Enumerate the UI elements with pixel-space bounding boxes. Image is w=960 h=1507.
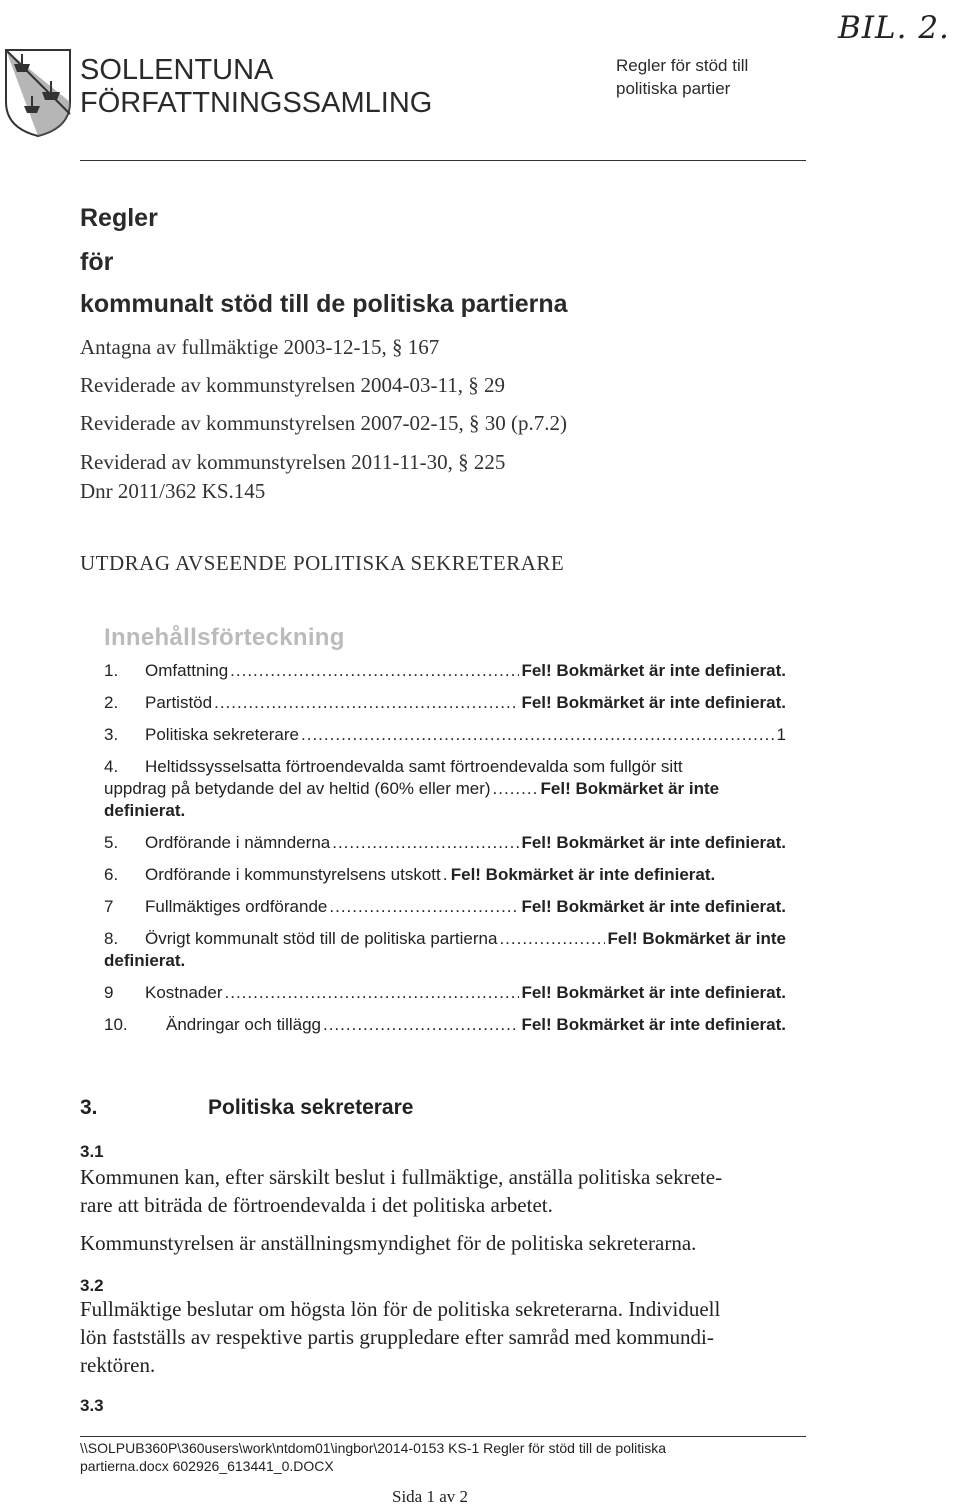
meta-line: Reviderad av kommunstyrelsen 2011-11-30, § 225 [80, 450, 506, 474]
toc-entry[interactable] [104, 1014, 786, 1036]
doc-title-line1: Regler [80, 204, 158, 232]
toc-number: 4. [104, 757, 119, 776]
toc-leader [230, 660, 519, 682]
toc-title: Politiska sekreterare [145, 725, 300, 744]
doc-title-line3: kommunalt stöd till de politiska partierna [80, 290, 568, 318]
handwritten-note: BIL. 2. [838, 10, 950, 46]
toc-number: 7 [104, 897, 114, 916]
toc-entry[interactable] [104, 756, 786, 822]
publication-title-line2: FÖRFATTNINGSSAMLING [80, 87, 433, 119]
toc-ref: Fel! Bokmärket är inte definierat. [521, 897, 786, 916]
toc-ref: Fel! Bokmärket är inte [607, 929, 786, 948]
toc-number: 3. [104, 725, 119, 744]
toc-entry[interactable] [104, 724, 786, 746]
toc-leader [301, 724, 775, 746]
toc-title: Ordförande i kommunstyrelsens utskott [145, 865, 441, 884]
toc-ref: Fel! Bokmärket är inte definierat. [450, 865, 716, 884]
footer-file-path-line2: partierna.docx 602926_613441_0.DOCX [80, 1458, 334, 1474]
toc-number: 6. [104, 865, 119, 884]
page-number: Sida 1 av 2 [392, 1487, 469, 1506]
toc-ref: Fel! Bokmärket är inte definierat. [521, 661, 786, 680]
toc-entry[interactable] [104, 692, 786, 714]
toc-ref: Fel! Bokmärket är inte definierat. [521, 983, 786, 1002]
toc-number: 8. [104, 929, 119, 948]
extract-heading: UTDRAG AVSEENDE POLITISKA SEKRETERARE [80, 551, 565, 575]
toc-number: 9 [104, 983, 114, 1002]
paragraph-line: Fullmäktige beslutar om högsta lön för de politiska sekreterarna. Individuell [80, 1297, 721, 1321]
header-divider [80, 160, 806, 161]
toc-title: Omfattning [145, 661, 229, 680]
footer-file-path-line1: \\SOLPUB360P\360users\work\ntdom01\ingbor\2014-0153 KS-1 Regler för stöd till de politiska [80, 1440, 666, 1456]
toc-ref: Fel! Bokmärket är inte definierat. [521, 693, 786, 712]
subsection-number: 3.3 [80, 1396, 104, 1415]
toc-leader [499, 928, 605, 950]
toc-leader [332, 832, 519, 854]
toc-title: Ändringar och tillägg [166, 1015, 321, 1034]
toc-title: Kostnader [145, 983, 223, 1002]
toc-leader [323, 1014, 519, 1036]
meta-line: Antagna av fullmäktige 2003-12-15, § 167 [80, 335, 440, 359]
toc-leader [329, 896, 519, 918]
paragraph [80, 1163, 790, 1219]
doc-title-line2: för [80, 248, 114, 276]
toc-leader [225, 982, 520, 1004]
toc-leader [493, 778, 539, 800]
toc-entry[interactable] [104, 864, 786, 886]
toc-page-number: 1 [776, 725, 786, 744]
coat-of-arms-icon [2, 44, 74, 138]
toc-number: 2. [104, 693, 119, 712]
section-title: Politiska sekreterare [208, 1096, 414, 1119]
toc-ref: Fel! Bokmärket är inte [540, 779, 720, 798]
publication-title [80, 54, 432, 120]
meta-line: Reviderade av kommunstyrelsen 2004-03-11, § 29 [80, 373, 505, 397]
toc-entry[interactable] [104, 832, 786, 854]
subsection-number: 3.2 [80, 1276, 104, 1295]
footer-divider [80, 1436, 806, 1437]
toc-ref: Fel! Bokmärket är inte definierat. [521, 1015, 786, 1034]
meta-line: Reviderade av kommunstyrelsen 2007-02-15, § 30 (p.7.2) [80, 411, 567, 435]
footer-file-path [80, 1439, 780, 1475]
header-subject [616, 54, 748, 100]
toc-title: Fullmäktiges ordförande [145, 897, 328, 916]
header-subject-line2: politiska partier [616, 79, 731, 98]
section-number: 3. [80, 1096, 98, 1119]
toc-leader [443, 864, 449, 886]
subsection-number: 3.1 [80, 1142, 104, 1161]
toc-number: 5. [104, 833, 119, 852]
toc-title: Övrigt kommunalt stöd till de politiska partierna [145, 929, 498, 948]
paragraph [80, 1295, 790, 1379]
publication-title-line1: SOLLENTUNA [80, 54, 274, 86]
toc-entry[interactable] [104, 928, 786, 972]
toc-ref-cont: definierat. [104, 801, 186, 820]
toc-title-line1: Heltidssysselsatta förtroendevalda samt förtroendevalda som fullgör sitt [145, 757, 683, 776]
toc-ref: Fel! Bokmärket är inte definierat. [521, 833, 786, 852]
toc-title: Ordförande i nämnderna [145, 833, 331, 852]
header-subject-line1: Regler för stöd till [616, 56, 749, 75]
toc-leader [214, 692, 519, 714]
toc-title: Partistöd [145, 693, 213, 712]
paragraph-line: rektören. [80, 1353, 156, 1377]
toc-number: 1. [104, 661, 119, 680]
paragraph-line: lön fastställs av respektive partis gruppledare efter samråd med kommundi- [80, 1325, 714, 1349]
toc-number: 10. [104, 1015, 128, 1034]
toc-entry[interactable] [104, 660, 786, 682]
toc-title-line2: uppdrag på betydande del av heltid (60% eller mer) [104, 779, 491, 798]
paragraph-line: rare att biträda de förtroendevalda i det politiska arbetet. [80, 1193, 553, 1217]
toc-heading: Innehållsförteckning [104, 624, 345, 651]
paragraph: Kommunstyrelsen är anställningsmyndighet för de politiska sekreterarna. [80, 1231, 697, 1255]
meta-line: Dnr 2011/362 KS.145 [80, 479, 266, 503]
toc-entry[interactable] [104, 982, 786, 1004]
toc-entry[interactable] [104, 896, 786, 918]
toc-ref-cont: definierat. [104, 951, 186, 970]
paragraph-line: Kommunen kan, efter särskilt beslut i fullmäktige, anställa politiska sekrete- [80, 1165, 723, 1189]
